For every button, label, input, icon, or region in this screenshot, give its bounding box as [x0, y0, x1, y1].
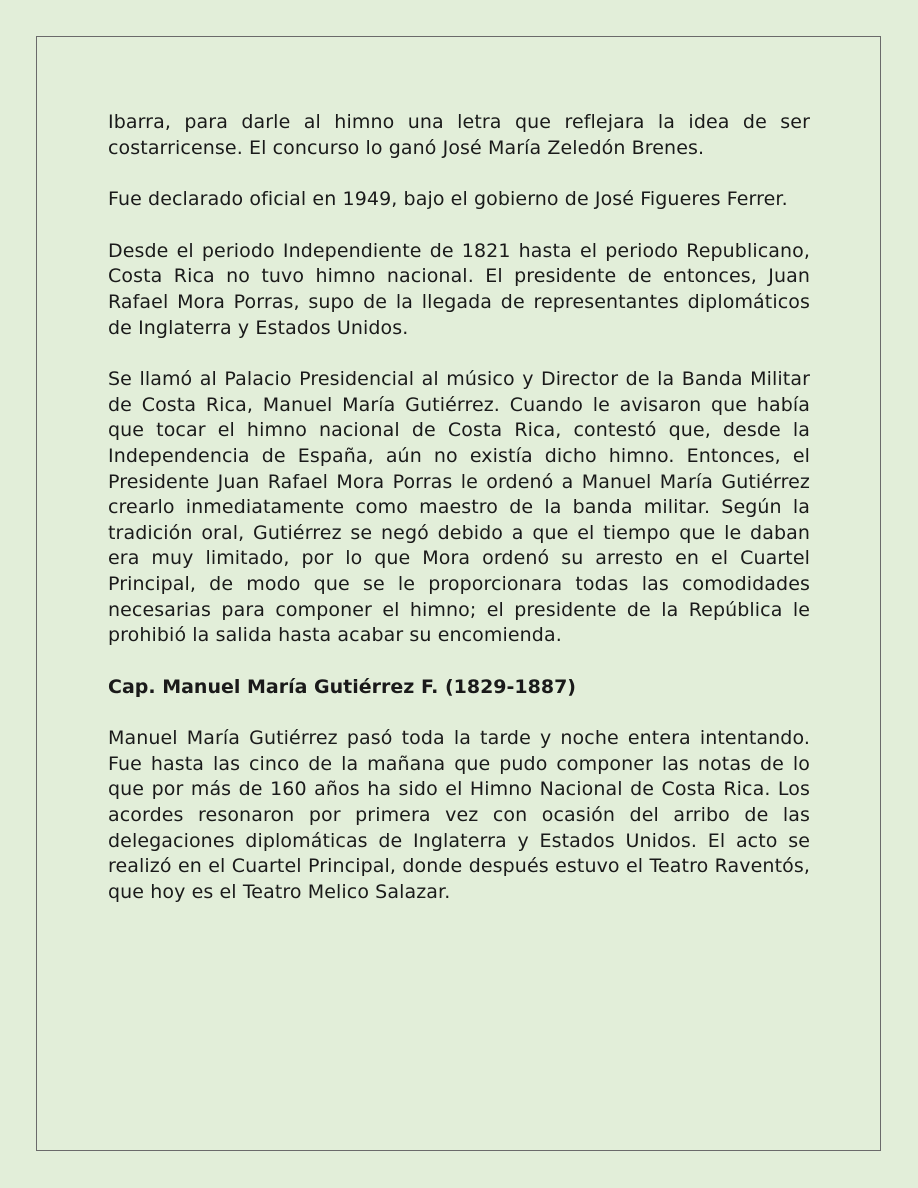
paragraph-letra-concurso: Ibarra, para darle al himno una letra que reflejara la idea de ser costarricense. El concurso lo ganó José María Zeledón Brenes.	[108, 111, 810, 159]
paragraph-composicion-himno: Manuel María Gutiérrez pasó toda la tarde y noche entera intentando. Fue hasta las cinco de la mañana que pudo componer las notas de lo que por más de 160 años ha sido el Himno Nacional de Costa Rica. Los acordes resonaron por primera vez con ocasión del arribo de las delegaciones diplomáticas de Inglaterra y Estados Unidos. El acto se realizó en el Cuartel Principal, donde después estuvo el Teatro Raventós, que hoy es el Teatro Melico Salazar.	[108, 727, 810, 903]
paragraph-periodo-independiente: Desde el periodo Independiente de 1821 hasta el periodo Republicano, Costa Rica no tuvo himno nacional. El presidente de entonces, Juan Rafael Mora Porras, supo de la llegada de representantes diplomáticos de Inglaterra y Estados Unidos.	[108, 239, 810, 339]
section-heading: Cap. Manuel María Gutiérrez F. (1829-1887)	[108, 675, 576, 698]
paragraph-palacio-presidencial: Se llamó al Palacio Presidencial al músico y Director de la Banda Militar de Costa Rica, Manuel María Gutiérrez. Cuando le avisaron que había que tocar el himno nacional de Costa Rica, contestó que, desde la Independencia de España, aún no existía dicho himno. Entonces, el Presidente Juan Rafael Mora Porras le ordenó a Manuel María Gutiérrez crearlo inmediatamente como maestro de la banda militar. Según la tradición oral, Gutiérrez se negó debido a que el tiempo que le daban era muy limitado, por lo que Mora ordenó su arresto en el Cuartel Principal, de modo que se le proporcionara todas las comodidades necesarias para componer el himno; el presidente de la República le prohibió la salida hasta acabar su encomienda.	[108, 368, 810, 647]
document-body	[108, 110, 810, 931]
paragraph-declarado-oficial: Fue declarado oficial en 1949, bajo el gobierno de José Figueres Ferrer.	[108, 188, 788, 211]
